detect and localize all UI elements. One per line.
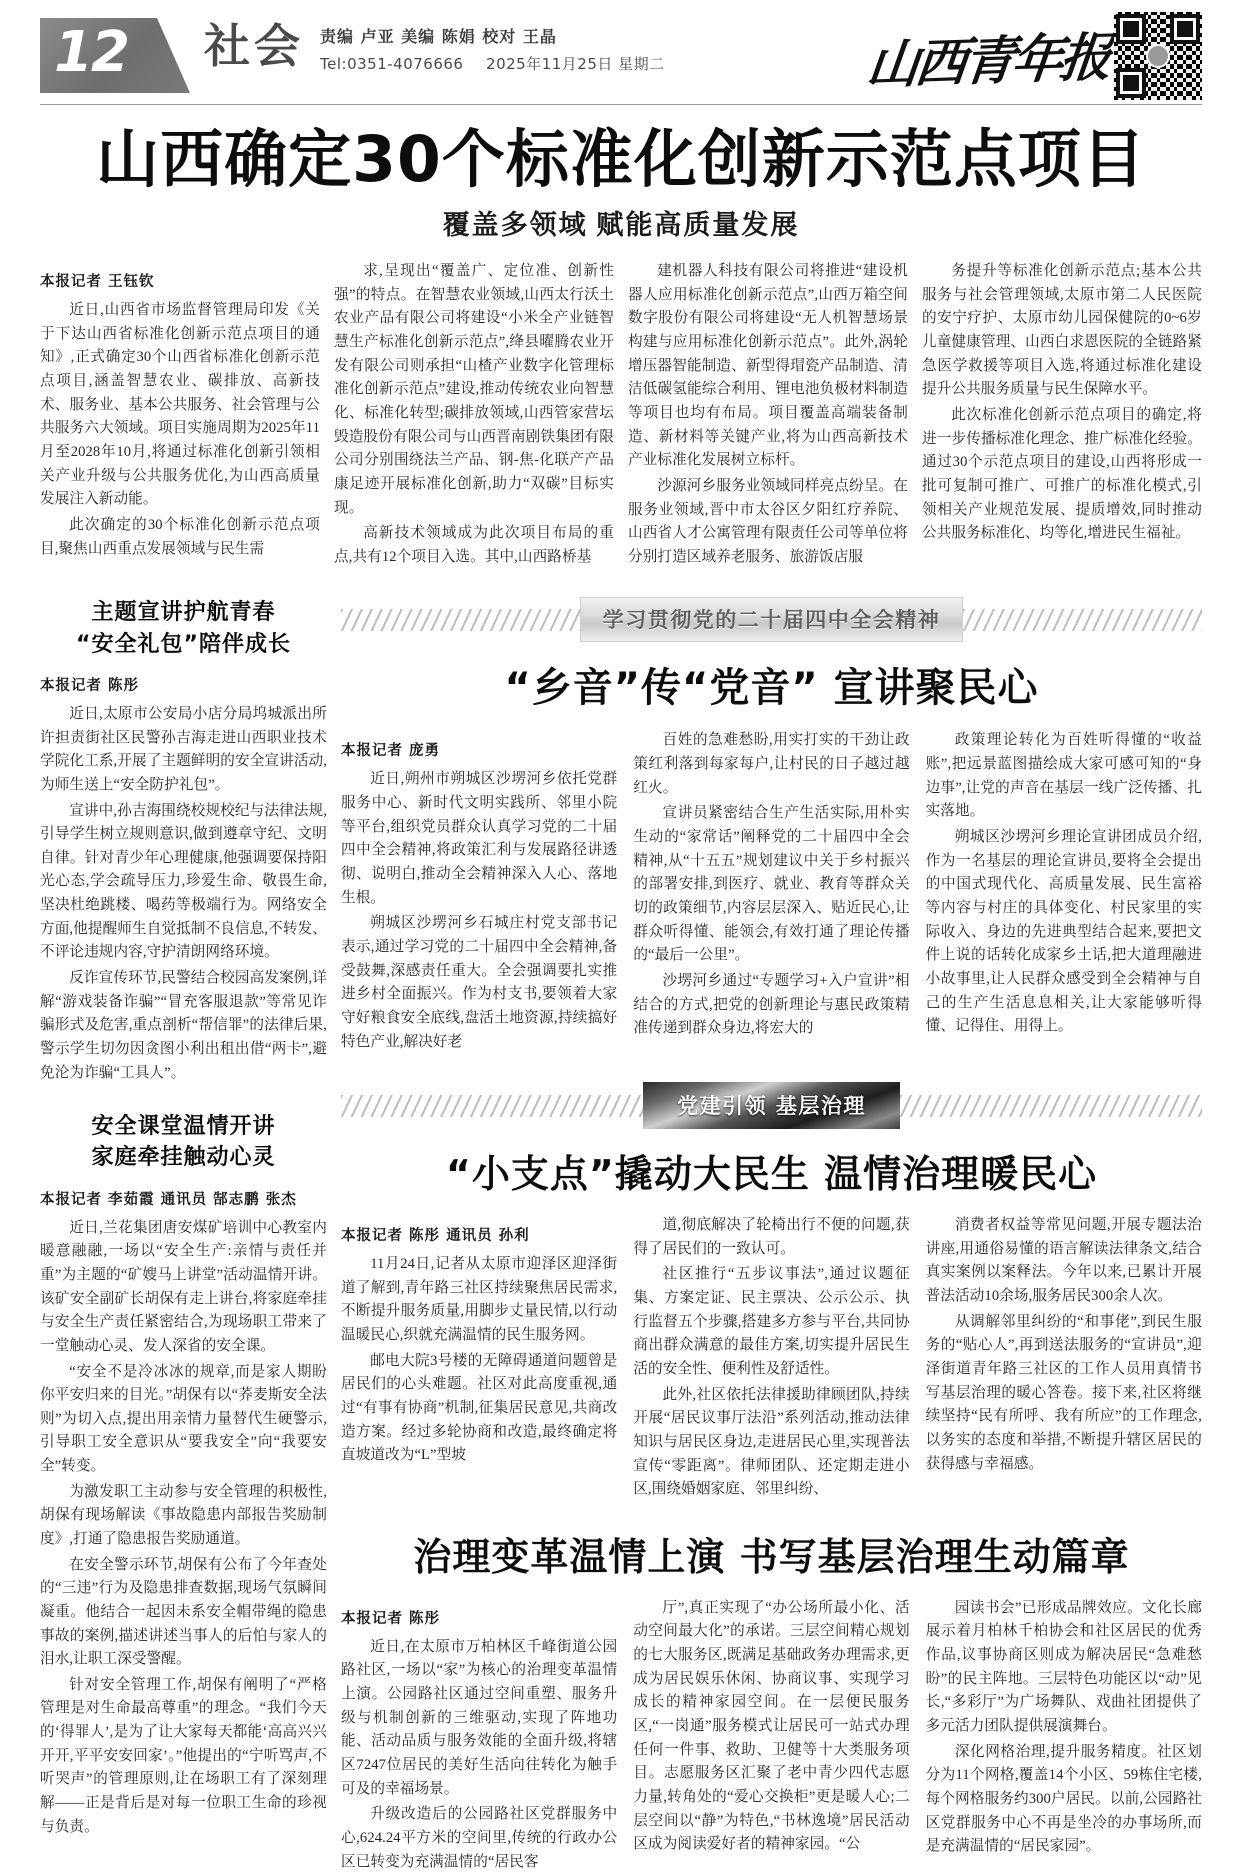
paragraph: 园读书会”已形成品牌效应。文化长廊展示着月柏林千柏协会和社区居民的优秀作品,议事协商区则成为解决居民“急难愁盼”的民主阵地。三层特色功能区以“动”见长,“多彩厅”为广场舞队、戏曲社团提供了多元活力团队提供展演舞台。 [925, 1599, 1202, 1735]
mid-story-2-column-2 [633, 1214, 909, 1504]
publication-date: 2025年11月25日 星期二 [486, 55, 665, 73]
paragraph: 社区推行“五步议事法”,通过议题征集、方案定证、民主票决、公示公示、执行监督五个步骤,搭建多方参与平台,共同协商出群众满意的最佳方案,切实提升居民生活的安全性、便利性及舒适性。 [633, 1266, 910, 1377]
paper-logo: 山西青年报 [863, 29, 1111, 95]
mid-story-2-headline: “小支点”撬动大民生 温情治理暖民心 [445, 1152, 1098, 1197]
paragraph: 针对安全管理工作,胡保有阐明了“严格管理是对生命最高尊重”的理念。“我们今天的‘得罪人’,是为了让大家每天都能‘高高兴兴开开,平平安安回家’。”他提出的“宁听骂声,不听哭声”的管理原则,让在场职工有了深刻理解——正是背后是对每一位职工生命的珍视与负责。 [40, 1676, 327, 1835]
paragraph: 道,彻底解决了轮椅出行不便的问题,获得了居民们的一致认可。 [633, 1217, 910, 1257]
hatch-stripes-icon [900, 1095, 1202, 1117]
middle-main-area [341, 571, 1202, 1876]
paragraph: 升级改造后的公园路社区党群服务中心,624.24平方米的空间里,传统的行政办公区已转变为充满温情的“居民客 [341, 1806, 618, 1870]
contact-date-line [320, 53, 665, 74]
paragraph: 从调解邻里纠纷的“和事佬”,到民生服务的“贴心人”,再到送法服务的“宣讲员”,迎泽街道青年路三社区的工作人员用真情书写基层治理的暖心答卷。接下来,社区将继续坚持“民有所呼、我有所应”的工作理念,以务实的态度和举措,不断提升辖区居民的获得感与幸福感。 [925, 1313, 1202, 1472]
paragraph: 此次标准化创新示范点项目的确定,将进一步传播标准化理念、推广标准化经验。通过30个示范点项目的建设,山西将形成一批可复制可推广、可推广的标准化模式,引领相关产业规范发展、提质增效,同时推动公共服务标准化、均等化,增进民生福祉。 [922, 406, 1202, 542]
paragraph: 反诈宣传环节,民警结合校园高发案例,详解“游戏装备诈骗”“冒充客服退款”等常见诈骗形式及危害,重点剖析“帮信罪”的法律后果,警示学生切勿因贪图小利出租出借“两卡”,避免沦为诈骗“工具人”。 [40, 969, 327, 1081]
left-story-1-byline: 本报记者 陈彤 [40, 677, 140, 694]
left-story-2-headline [40, 1111, 327, 1173]
qr-code-icon[interactable] [1114, 12, 1202, 100]
left-stories-column [40, 571, 327, 1876]
lead-column-2 [334, 260, 614, 571]
mid-story-2-column-3 [926, 1214, 1202, 1504]
mid-story-byline: 本报记者 庞勇 [341, 743, 441, 760]
banner-party-leadership [341, 1082, 1202, 1129]
bottom-story-byline: 本报记者 陈彤 [341, 1610, 441, 1627]
lead-column-3 [628, 260, 908, 571]
paragraph: 此次确定的30个标准化创新示范点项目,聚焦山西重点发展领域与民生需 [40, 516, 320, 557]
editors-line: 责编 卢亚 美编 陈娟 校对 王晶 [320, 27, 557, 46]
paragraph: 为激发职工主动参与安全管理的积极性,胡保有现场解读《事故隐患内部报告奖励制度》,打通了隐患报告奖励通道。 [40, 1483, 327, 1547]
lead-columns [40, 260, 1202, 571]
banner-label: 学习贯彻党的二十届四中全会精神 [580, 597, 964, 642]
paragraph: 近日,山西省市场监督管理局印发《关于下达山西省标准化创新示范点项目的通知》,正式确定30个山西省标准化创新示范点项目,涵盖智慧农业、碳排放、高新技术、服务业、基本公共服务、社会管理与公共服务六大领域。项目实施周期为2025年11月至2028年10月,将通过标准化创新引领相关产业升级与公共服务优化,为山西高质量发展注入新动能。 [40, 302, 320, 508]
page-number: 12 [54, 20, 128, 85]
mid-story-column-3 [926, 729, 1202, 1056]
hatch-stripes-icon [341, 609, 580, 631]
page-folio [40, 18, 190, 93]
paragraph: 建机器人科技有限公司将推进“建设机器人应用标准化创新示范点”,山西万箱空间数字股份有限公司将建设“无人机智慧场景构建与应用标准化创新示范点”。此外,涡轮增压器智能制造、新型得瑁瓷产品制造、清洁低碳氢能综合利用、锂电池负极材料制造等项目也均有布局。项目覆盖高端装备制造、新材料等关键产业,将为山西高新技术产业标准化发展树立标杆。 [628, 263, 908, 469]
paragraph: 沙塄河乡通过“专题学习+入户宣讲”相结合的方式,把党的创新理论与惠民政策精准传递到群众身边,将宏大的 [633, 972, 910, 1037]
lead-column-4 [922, 260, 1202, 571]
left-story-2-byline: 本报记者 李茹霞 通讯员 郜志鹏 张杰 [40, 1191, 297, 1208]
paragraph: 求,呈现出“覆盖广、定位准、创新性强”的特点。在智慧农业领域,山西太行沃土农业产品有限公司将建设“小米全产业链智慧生产标准化创新示范点”,绛县曜腾农业开发有限公司则承担“山楂产业数字化管理标准化创新示范点”建设,推动传统农业向智慧化、标准化转型;碳排放领域,山西管家营坛毁造股份有限公司与山西晋南剧铁集团有限公司分别围绕法兰产品、钢-焦-化联产产品康足迹开展标准化创新,助力“双碳”目标实现。 [334, 263, 614, 516]
left-story-2 [40, 1111, 327, 1839]
headline-line-2: “安全礼包”陪伴成长 [76, 631, 291, 657]
paragraph: 百姓的急难愁盼,用实打实的干劲让政策红利落到每家每户,让村民的日子越过越红火。 [633, 732, 910, 796]
middle-band [40, 571, 1202, 1876]
paragraph: 近日,太原市公安局小店分局坞城派出所许担责街社区民警孙吉海走进山西职业技术学院化工系,开展了主题鲜明的安全宣讲活动,为师生送上“安全防护礼包”。 [40, 705, 327, 793]
phone-number: Tel:0351-4076666 [320, 55, 464, 73]
paragraph: 厅”,真正实现了“办公场所最小化、活动空间最大化”的承诺。三层空间精心规划的七大服务区,既满足基础政务办理需求,更成为居民娱乐休闲、协商议事、实现学习成长的精神家园空间。在一层便民服务区,“一岗通”服务模式让居民可一站式办理任何一件事、救助、卫健等十大类服务项目。志愿服务区汇聚了老中青少四代志愿力量,转角处的“爱心交换柜”更是暖人心;二层空间以“静”为特色,“书林逸境”居民活动区成为阅读爱好者的精神家园。“公 [633, 1599, 910, 1853]
paragraph: 宣讲员紧密结合生产生活实际,用朴实生动的“家常话”阐释党的二十届四中全会精神,从“十五五”规划建议中关于乡村振兴的部署安排,到医疗、就业、教育等群众关切的政策细节,内容层层深入、贴近民心,让群众听得懂、能领会,有效打通了理论传播的“最后一公里”。 [633, 805, 910, 964]
mid-story-column-1 [341, 729, 617, 1056]
section-meta [320, 24, 665, 74]
left-story-1 [40, 597, 327, 1085]
paragraph: 近日,朔州市朔城区沙塄河乡依托党群服务中心、新时代文明实践所、邻里小院等平台,组织党员群众认真学习党的二十届四中全会精神,将政策汇利与发展路径讲透彻、说明白,推动全会精神深入人心、落地生根。 [341, 771, 618, 906]
paragraph: 邮电大院3号楼的无障碍通道问题曾是居民们的心头难题。社区对此高度重视,通过“有事有协商”机制,征集居民意见,共商改造方案。经过多轮协商和改造,最终确定将直坡道改为“L”型坡 [341, 1352, 618, 1464]
left-story-1-headline [40, 597, 327, 659]
paragraph: 宣讲中,孙吉海围绕校规校纪与法律法规,引导学生树立规则意识,做到遵章守纪、文明自律。针对青少年心理健康,他强调要保持阳光心态,学会疏导压力,珍爱生命、敬畏生命,坚决杜绝跳楼、喝药等极端行为。网络安全方面,他提醒师生自觉抵制不良信息,不转发、不评论违规内容,守护清朗网络环境。 [40, 802, 327, 961]
headline-line-1: 主题宣讲护航青春 [91, 600, 276, 626]
hatch-stripes-icon [963, 609, 1202, 631]
paragraph: 政策理论转化为百姓听得懂的“收益账”,把远景蓝图描绘成大家可感可知的“身边事”,让党的声音在基层一线广泛传播、扎实落地。 [925, 732, 1202, 820]
hatch-stripes-icon [341, 1095, 643, 1117]
mid-story-2-columns [341, 1214, 1202, 1504]
headline-line-1: 安全课堂温情开讲 [91, 1114, 276, 1140]
paragraph: 近日,在太原市万柏林区千峰街道公园路社区,一场以“家”为核心的治理变革温情上演。公园路社区通过空间重塑、服务升级与机制创新的三维驱动,实现了阵地功能、活动品质与服务效能的全面升级,将辖区7247位居民的美好生活向往转化为触手可及的幸福场景。 [341, 1638, 618, 1797]
mid-story-2-column-1 [341, 1214, 617, 1504]
mid-story-columns [341, 729, 1202, 1056]
section-title: 社会 [204, 21, 304, 72]
banner-study-spirit [341, 597, 1202, 642]
bottom-story-columns [341, 1597, 1202, 1876]
lead-subheadline: 覆盖多领域 赋能高质量发展 [442, 210, 800, 241]
masthead [40, 0, 1202, 108]
lead-column-1 [40, 260, 320, 571]
paragraph: 朔城区沙塄河乡理论宣讲团成员介绍,作为一名基层的理论宣讲员,要将全会提出的中国式现代化、高质量发展、民生富裕等内容与村庄的具体变化、村民家里的实际收入、身边的先进典型结合起来,要把文件上说的话转化成家乡土话,把大道理融进小故事里,让人民群众感受到全会精神与自己的生产生活息息相关,让大家能够听得懂、记得住、用得上。 [925, 829, 1202, 1035]
headline-line-2: 家庭牵挂触动心灵 [91, 1145, 276, 1171]
paragraph: 深化网格治理,提升服务精度。社区划分为11个网格,覆盖14个小区、59栋住宅楼,每个网格服务约300户居民。以前,公园路社区党群服务中心不再是坐冷的办事场所,而是充满温情的“居民家园”。 [925, 1743, 1202, 1855]
lead-headline: 山西确定30个标准化创新示范点项目 [96, 123, 1146, 196]
bottom-story-column-3 [926, 1597, 1202, 1876]
paragraph: 11月24日,记者从太原市迎泽区迎泽街道了解到,青年路三社区持续聚焦居民需求,不断提升服务质量,用脚步丈量民情,以行动温暖民心,织就充满温情的民生服务网。 [341, 1256, 618, 1344]
bottom-story-column-2 [633, 1597, 909, 1876]
paragraph: 务提升等标准化创新示范点;基本公共服务与社会管理领域,太原市第二人民医院的安宁疗护、太原市幼儿园保健院的0~6岁儿童健康管理、山西白求恩医院的全链路紧急医学救援等项目入选,将通过标准化建设提升公共服务质量与民生保障水平。 [922, 263, 1202, 398]
mid-story-2-byline: 本报记者 陈彤 通讯员 孙利 [341, 1228, 530, 1245]
paragraph: 高新技术领域成为此次项目布局的重点,共有12个项目入选。其中,山西路桥基 [334, 525, 614, 565]
paragraph: 近日,兰花集团唐安煤矿培训中心教室内暖意融融,一场以“安全生产:亲情与责任并重”为主题的“矿嫂马上讲堂”活动温情开讲。该矿安全副矿长胡保有走上讲台,将家庭牵挂与安全生产责任紧密结合,为现场职工带来了一堂触动心灵、发人深省的安全课。 [40, 1219, 327, 1354]
banner-label: 党建引领 基层治理 [643, 1082, 900, 1129]
paragraph: 在安全警示环节,胡保有公布了今年查处的“三违”行为及隐患排查数据,现场气氛瞬间凝重。他结合一起因未系安全帽带绳的隐患事故的案例,描述讲述当事人的后怕与家人的泪水,让职工深受警醒。 [40, 1556, 327, 1668]
bottom-story-headline: 治理变革温情上演 书写基层治理生动篇章 [413, 1534, 1130, 1579]
paragraph: 消费者权益等常见问题,开展专题法治讲座,用通俗易懂的语言解读法律条文,结合真实案例以案释法。今年以来,已累计开展普法活动10余场,服务居民300余人次。 [925, 1217, 1202, 1305]
paragraph: 朔城区沙塄河乡石城庄村党支部书记表示,通过学习党的二十届四中全会精神,备受鼓舞,深感责任重大。全会强调要扎实推进乡村全面振兴。作为村支书,要领着大家守好粮食安全底线,盘活土地资源,持续搞好特色产业,解决好老 [341, 915, 618, 1050]
paragraph: 此外,社区依托法律援助律顾团队,持续开展“居民议事厅法沿”系列活动,推动法律知识与居民区身边,走进居民心里,实现普法宣传“零距离”。律师团队、还定期走进小区,围绕婚姻家庭、邻里纠纷、 [633, 1386, 910, 1498]
lead-byline: 本报记者 王钰钦 [40, 274, 155, 291]
mid-story-column-2 [633, 729, 909, 1056]
section-block [204, 20, 665, 74]
mid-story-headline: “乡音”传“党音” 宣讲聚民心 [504, 665, 1039, 712]
masthead-right [863, 12, 1202, 100]
bottom-story-column-1 [341, 1597, 617, 1876]
paragraph: 沙源河乡服务业领域同样亮点纷呈。在服务业领域,晋中市太谷区夕阳红疗养院、山西省人才公寓管理有限责任公司等单位将分别打造区域养老服务、旅游饭店服 [628, 477, 908, 565]
paragraph: “安全不是冷冰冰的规章,而是家人期盼你平安归来的目光。”胡保有以“荞麦斯安全法则”为切入点,提出用亲情力量替代生硬警示,引导职工安全意识从“要我安全”向“我要安全”转变。 [40, 1363, 327, 1475]
